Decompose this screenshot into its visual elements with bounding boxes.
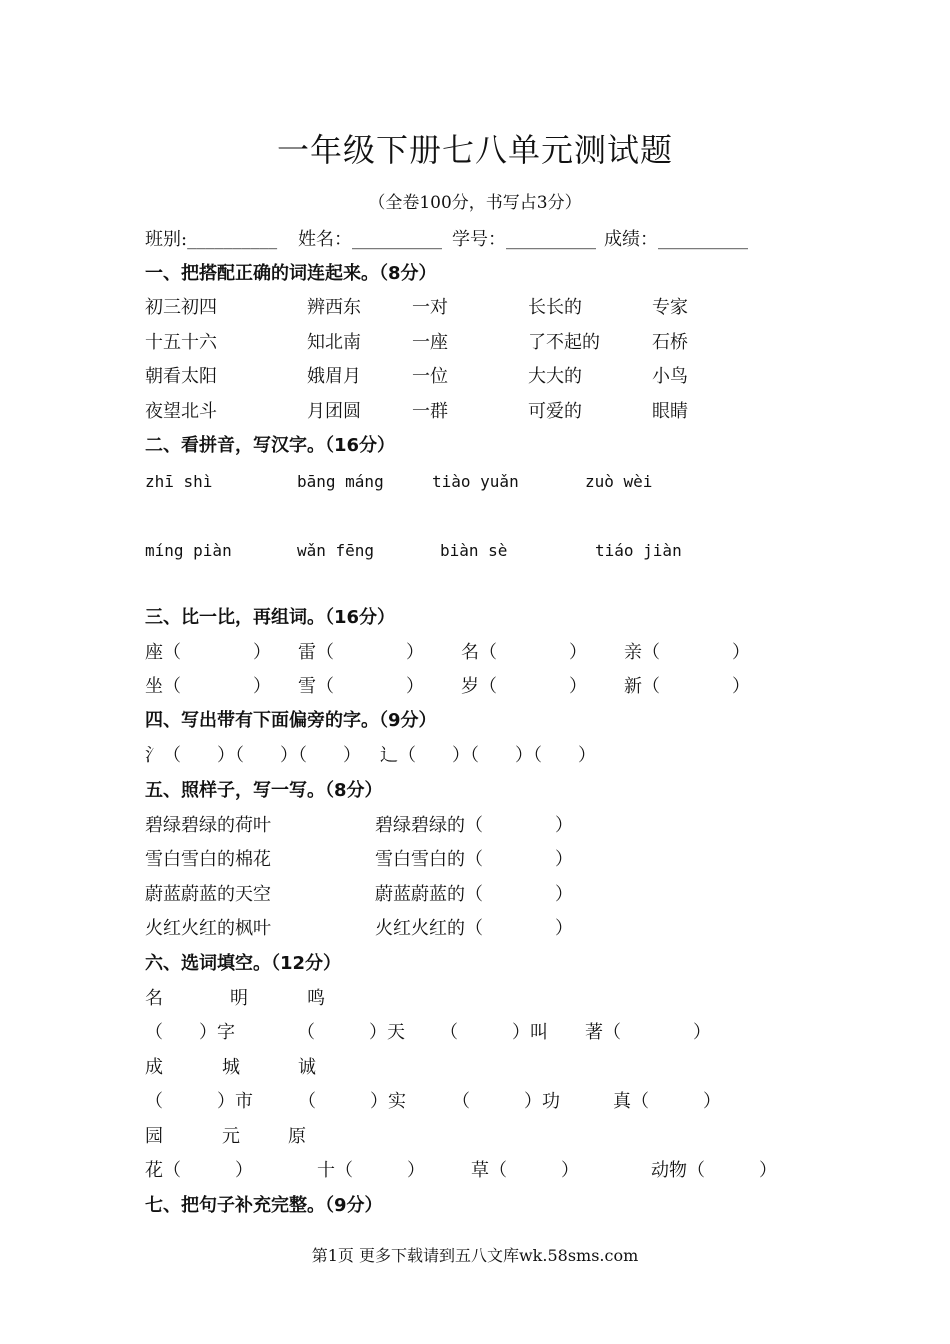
page-title: 一年级下册七八单元测试题	[276, 131, 673, 169]
compare-item: 座（ ）	[145, 642, 271, 663]
pinyin-item: bāng máng	[297, 472, 384, 491]
s1-cell: 知北南	[307, 332, 361, 353]
fill-blank: 十（ ）	[317, 1160, 425, 1181]
fill-blank: 动物（ ）	[651, 1160, 777, 1181]
info-name: 姓名：__________	[298, 229, 442, 250]
s1-cell: 十五十六	[145, 332, 217, 353]
fill-blank: （ ）市	[145, 1091, 253, 1112]
s1-cell: 一位	[412, 366, 448, 387]
section6-heading: 六、选词填空。（12分）	[145, 953, 342, 974]
choice-word: 城	[222, 1057, 240, 1078]
choice-word: 名	[145, 988, 163, 1009]
compare-item: 名（ ）	[461, 642, 587, 663]
section1-heading: 一、把搭配正确的词连起来。（8分）	[145, 263, 437, 284]
info-score: 成绩：__________	[604, 229, 748, 250]
fill-blank: 草（ ）	[471, 1160, 579, 1181]
radical-line: 氵（ ）（ ）（ ）	[145, 745, 361, 766]
s1-cell: 娥眉月	[307, 366, 361, 387]
fill-blank: （ ）叫	[440, 1022, 548, 1043]
choice-word: 诚	[298, 1057, 316, 1078]
s1-cell: 初三初四	[145, 297, 217, 318]
compare-item: 雷（ ）	[298, 642, 424, 663]
fill-phrase: 碧绿碧绿的（ ）	[375, 815, 573, 836]
fill-blank: （ ）字	[145, 1022, 235, 1043]
fill-phrase: 火红火红的（ ）	[375, 918, 573, 939]
s1-cell: 月团圆	[307, 401, 361, 422]
pinyin-item: zuò wèi	[585, 472, 653, 491]
compare-item: 亲（ ）	[624, 642, 750, 663]
section4-heading: 四、写出带有下面偏旁的字。（9分）	[145, 710, 437, 731]
info-class: 班别:__________	[145, 229, 278, 250]
example-phrase: 碧绿碧绿的荷叶	[145, 815, 271, 836]
compare-item: 岁（ ）	[461, 676, 587, 697]
pinyin-item: biàn sè	[440, 541, 508, 560]
choice-word: 园	[145, 1126, 163, 1147]
example-phrase: 雪白雪白的棉花	[145, 849, 271, 870]
choice-word: 元	[222, 1126, 240, 1147]
choice-word: 明	[230, 988, 248, 1009]
s1-cell: 石桥	[652, 332, 688, 353]
s1-cell: 长长的	[528, 297, 582, 318]
fill-blank: 花（ ）	[145, 1160, 253, 1181]
compare-item: 坐（ ）	[145, 676, 271, 697]
compare-item: 新（ ）	[624, 676, 750, 697]
s1-cell: 可爱的	[528, 401, 582, 422]
section5-heading: 五、照样子，写一写。（8分）	[145, 780, 383, 801]
section7-heading: 七、把句子补充完整。（9分）	[145, 1195, 383, 1216]
fill-blank: （ ）天	[297, 1022, 405, 1043]
choice-word: 成	[145, 1057, 163, 1078]
section2-heading: 二、看拼音，写汉字。（16分）	[145, 435, 396, 456]
s1-cell: 大大的	[528, 366, 582, 387]
pinyin-item: tiào yuǎn	[432, 472, 519, 491]
section3-heading: 三、比一比，再组词。（16分）	[145, 607, 396, 628]
example-phrase: 火红火红的枫叶	[145, 918, 271, 939]
s1-cell: 专家	[652, 297, 688, 318]
s1-cell: 了不起的	[528, 332, 600, 353]
page-footer: 第1页 更多下载请到五八文库wk.58sms.com	[311, 1246, 639, 1265]
fill-blank: （ ）功	[452, 1091, 560, 1112]
s1-cell: 夜望北斗	[145, 401, 217, 422]
s1-cell: 眼睛	[652, 401, 688, 422]
s1-cell: 一对	[412, 297, 448, 318]
compare-item: 雪（ ）	[298, 676, 424, 697]
s1-cell: 辨西东	[307, 297, 361, 318]
pinyin-item: zhī shì	[145, 472, 213, 491]
fill-blank: （ ）实	[298, 1091, 406, 1112]
fill-phrase: 雪白雪白的（ ）	[375, 849, 573, 870]
s1-cell: 一座	[412, 332, 448, 353]
pinyin-item: wǎn fēng	[297, 541, 375, 560]
choice-word: 鸣	[307, 988, 325, 1009]
choice-word: 原	[288, 1126, 306, 1147]
fill-blank: 真（ ）	[613, 1091, 721, 1112]
fill-phrase: 蔚蓝蔚蓝的（ ）	[375, 884, 573, 905]
s1-cell: 小鸟	[652, 366, 688, 387]
example-phrase: 蔚蓝蔚蓝的天空	[145, 884, 271, 905]
s1-cell: 朝看太阳	[145, 366, 217, 387]
pinyin-item: míng piàn	[145, 541, 232, 560]
s1-cell: 一群	[412, 401, 448, 422]
info-number: 学号：__________	[452, 229, 596, 250]
pinyin-item: tiáo jiàn	[595, 541, 682, 560]
radical-line: 辶（ ）（ ）（ ）	[380, 745, 596, 766]
fill-blank: 著（ ）	[585, 1022, 711, 1043]
page-subtitle: （全卷100分，书写占3分）	[368, 193, 582, 213]
